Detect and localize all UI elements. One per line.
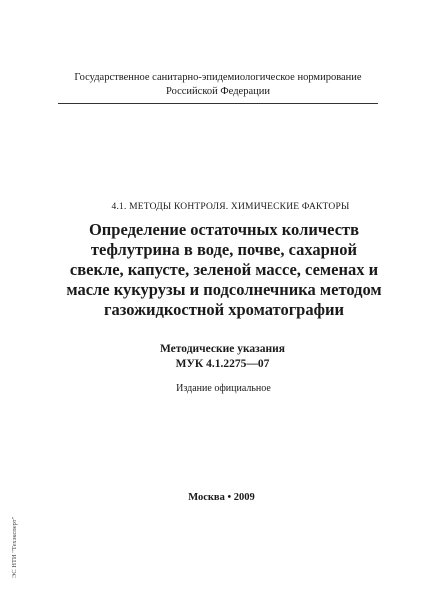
- title-line-4: масле кукурузы и подсолнечника методом: [66, 280, 382, 299]
- issuer-line-2: Российской Федерации: [166, 86, 270, 97]
- issuer-header: [58, 71, 378, 104]
- title-line-5: газожидкостной хроматографии: [103, 300, 345, 319]
- title-line-1: Определение остаточных количеств: [88, 220, 360, 239]
- series-heading: 4.1. МЕТОДЫ КОНТРОЛЯ. ХИМИЧЕСКИЕ ФАКТОРЫ: [111, 202, 350, 212]
- issuer-line-1: Государственное санитарно-эпидемиологическое нормирование: [74, 72, 362, 83]
- document-title: [56, 220, 392, 320]
- watermark-text: ЭС НТИ "Техэксперт": [11, 516, 18, 578]
- title-line-2: тефлутрина в воде, почве, сахарной: [90, 240, 358, 259]
- side-watermark: [2, 508, 18, 578]
- document-type: Методические указания: [159, 343, 286, 355]
- edition-note: Издание официальное: [176, 383, 271, 394]
- title-line-3: свекле, капусте, зеленой массе, семенах и: [69, 260, 379, 279]
- document-code: МУК 4.1.2275—07: [175, 358, 270, 370]
- imprint-city-year: Москва • 2009: [188, 492, 255, 503]
- document-subtitle: [0, 342, 423, 372]
